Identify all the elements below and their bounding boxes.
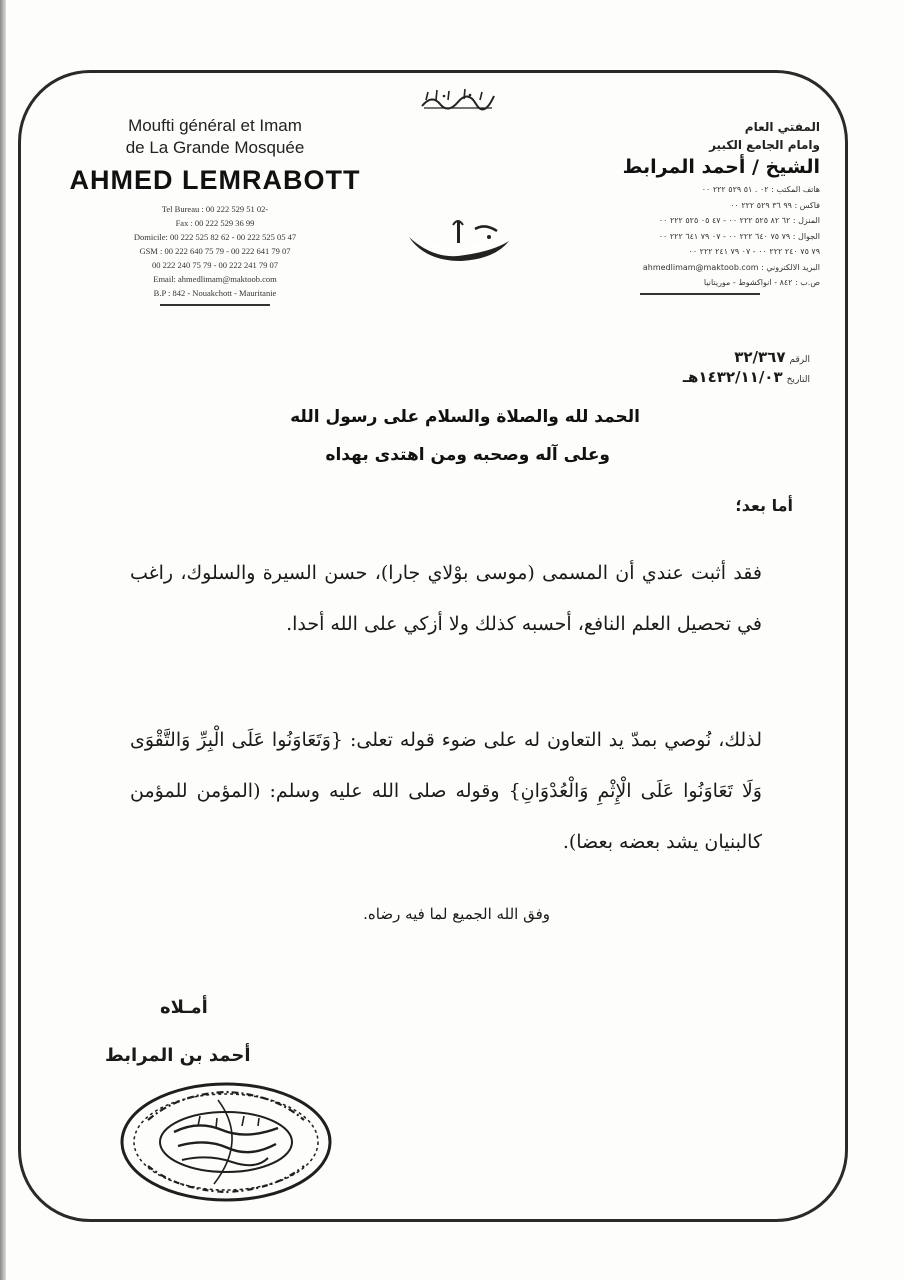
body-paragraph-2: لذلك، نُوصي بمدّ يد التعاون له على ضوء قوله تعلى: {وَتَعَاوَنُوا عَلَى الْبِرِّ وَالتَّقْوَى وَلَا تَعَاوَنُوا عَلَى الْإِثْمِ وَالْعُدْوَانِ} وقوله صلى الله عليه وسلم: (المؤمن للمؤمن كالبنيان يشد بعضه بعضا). bbox=[130, 729, 762, 853]
reference-number-row bbox=[683, 348, 810, 368]
signer-name: أحمد بن المرابط bbox=[105, 1045, 251, 1066]
reference-number-value: ٣٢/٣٦٧ bbox=[734, 348, 786, 366]
page-edge-shadow bbox=[0, 0, 6, 1280]
doxology bbox=[240, 398, 640, 474]
doxology-line1: الحمد لله والصلاة والسلام على رسول الله bbox=[290, 407, 640, 427]
arabic-contact-line: ص.ب : ٨٤٢ - انواكشوط - موريتانيا bbox=[703, 278, 820, 287]
reference-block bbox=[683, 348, 810, 388]
arabic-contact-line: هاتف المكتب : ٠٢ . ٥١ ٥٢٩ ٢٢٢ ٠٠ bbox=[701, 185, 820, 194]
french-contact-line: Domicile: 00 222 525 82 62 - 00 222 525 05 47 bbox=[133, 232, 297, 242]
letterhead-arabic bbox=[530, 118, 820, 295]
arabic-contact-line: البريد الالكتروني : ahmedlimam@maktoob.com bbox=[642, 262, 820, 272]
french-contact-line: 00 222 240 75 79 - 00 222 241 79 07 bbox=[151, 260, 279, 270]
official-seal-stamp bbox=[118, 1080, 334, 1204]
french-name: AHMED LEMRABOTT bbox=[69, 165, 361, 195]
reference-date-row bbox=[683, 368, 810, 388]
mosque-emblem-icon bbox=[405, 215, 515, 265]
reference-number-label: الرقم bbox=[789, 355, 810, 365]
french-title-line1: Moufti général et Imam bbox=[128, 116, 302, 135]
arabic-contact-line: ٧٩ ٧٥ ٢٤٠ ٢٢٢ ٠٠ - ٠٧ ٧٩ ٢٤١ ٢٢٢ ٠٠ bbox=[688, 247, 820, 256]
french-contact-line: GSM : 00 222 640 75 79 - 00 222 641 79 07 bbox=[139, 246, 291, 256]
arabic-contact-line: فاكس : ٩٩ ٣٦ ٥٢٩ ٢٢٢ ٠٠ bbox=[730, 200, 820, 210]
arabic-title-line1: المفتي العام bbox=[744, 120, 820, 134]
basmala-calligraphy-icon bbox=[418, 86, 498, 112]
french-contact-line: Fax : 00 222 529 36 99 bbox=[175, 218, 255, 228]
french-underline-divider bbox=[160, 304, 270, 306]
arabic-title-line2: وامام الجامع الكبير bbox=[709, 138, 820, 152]
french-contact-line: Email: ahmedlimam@maktoob.com bbox=[153, 274, 277, 284]
french-contact-line: B.P : 842 - Nouakchott - Mauritanie bbox=[153, 288, 277, 298]
french-contact-line: Tel Bureau : 00 222 529 51 02- bbox=[161, 204, 269, 214]
dictated-label: أمـلاه bbox=[160, 997, 208, 1018]
doxology-line2: وعلى آله وصحبه ومن اهتدى بهداه bbox=[325, 445, 610, 465]
french-contact-list bbox=[50, 202, 380, 300]
arabic-underline-divider bbox=[640, 293, 760, 295]
reference-date-value: ١٤٣٢/١١/٠٣هـ bbox=[682, 368, 783, 386]
arabic-contact-line: المنزل : ٦٢ ٨٢ ٥٢٥ ٢٢٢ ٠٠ - ٤٧ ٠٥ ٥٢٥ ٢٢٢ ٠٠ bbox=[658, 216, 820, 225]
arabic-contact-list bbox=[530, 182, 820, 291]
french-title-line2: de La Grande Mosquée bbox=[125, 138, 305, 157]
arabic-contact-line: الجوال : ٧٩ ٧٥ ٦٤٠ ٢٢٢ ٠٠ - ٠٧ ٧٩ ٦٤١ ٢٢٢ ٠٠ bbox=[658, 231, 820, 241]
arabic-name: الشيخ / أحمد المرابط bbox=[622, 156, 820, 178]
reference-date-label: التاريخ bbox=[786, 375, 810, 385]
letterhead-french bbox=[50, 115, 380, 306]
body-paragraph-1: فقد أثبت عندي أن المسمى (موسى بوْلاي جارا)، حسن السيرة والسلوك، راغب في تحصيل العلم النافع، أحسبه كذلك ولا أزكي على الله أحدا. bbox=[130, 562, 762, 635]
letter-opening: أما بعد؛ bbox=[735, 496, 793, 515]
closing-line: وفق الله الجميع لما فيه رضاه. bbox=[363, 905, 550, 923]
